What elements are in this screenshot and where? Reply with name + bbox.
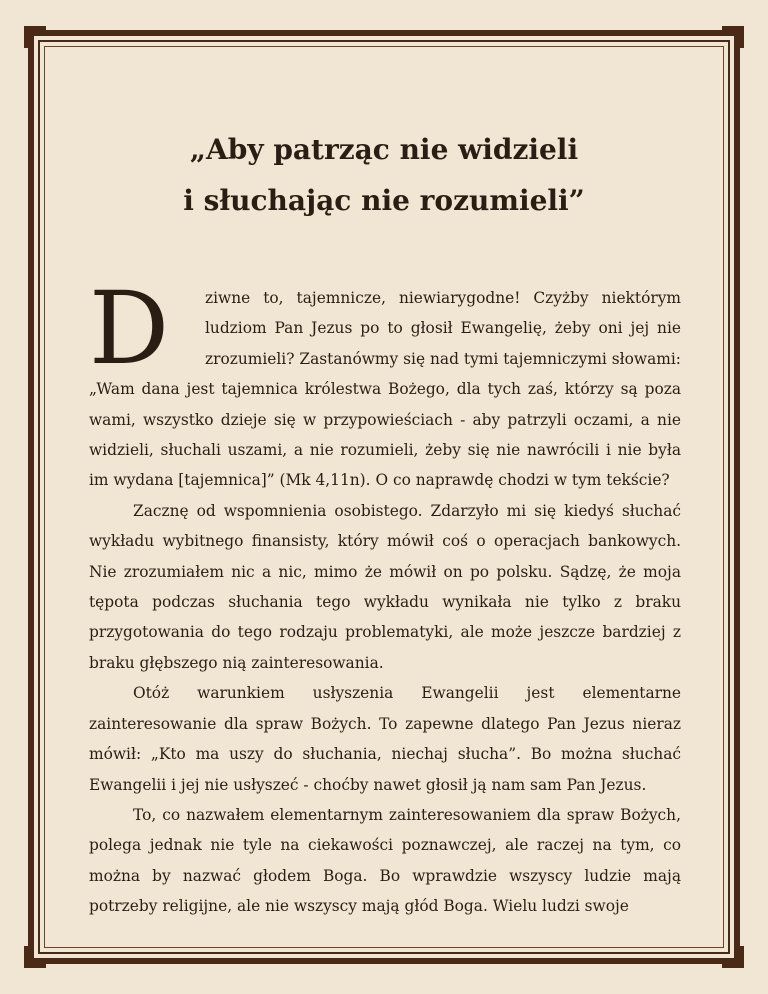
paragraph-1 bbox=[89, 270, 681, 496]
border-corner-bottom-left bbox=[24, 946, 46, 968]
border-corner-top-left bbox=[24, 26, 46, 48]
paragraph-1-text: ziwne to, tajemnicze, niewiarygodne! Czyżby niektórym ludziom Pan Jezus po to głosił Ewangelię, żeby oni jej nie zrozumieli? Zastanówmy się nad tymi tajemniczymi słowami: „Wam dana jest tajemnica królestwa Bożego, dla tych zaś, którzy są poza wami, wszystko dzieje się w przypowieściach - aby patrzyli oczami, a nie widzieli, słuchali uszami, a nie rozumieli, żeby się nie nawrócili i nie była im wydana [tajemnica]” (Mk 4,11n). O co naprawdę chodzi w tym tekście? bbox=[89, 289, 681, 490]
drop-cap: D bbox=[89, 270, 170, 387]
page-title bbox=[60, 124, 708, 226]
paragraph-2: Zacznę od wspomnienia osobistego. Zdarzyło mi się kiedyś słuchać wykładu wybitnego finansisty, który mówił coś o operacjach bankowych. Nie zrozumiałem nic a nic, mimo że mówił on po polsku. Sądzę, że moja tępota podczas słuchania tego wykładu wynikała nie tylko z braku przygotowania do tego rodzaju problematyki, ale może jeszcze bardziej z braku głębszego nią zainteresowania. bbox=[89, 501, 681, 672]
paragraph-3: Otóż warunkiem usłyszenia Ewangelii jest elementarne zainteresowanie dla spraw Bożych. To zapewne dlatego Pan Jezus nieraz mówił: „Kto ma uszy do słuchania, niechaj słucha”. Bo można słuchać Ewangelii i jej nie usłyszeć - choćby nawet głosił ją nam sam Pan Jezus. bbox=[89, 684, 681, 794]
title-line-1: „Aby patrząc nie widzieli bbox=[189, 133, 579, 166]
paragraph-4: To, co nazwałem elementarnym zainteresowaniem dla spraw Bożych, polega jednak nie tyle na ciekawości poznawczej, ale raczej na tym, co można by nazwać głodem Boga. Bo wprawdzie wszyscy ludzie mają potrzeby religijne, ale nie wszyscy mają głód Boga. Wielu ludzi swoje bbox=[89, 805, 681, 916]
border-corner-top-right bbox=[722, 26, 744, 48]
title-line-2: i słuchając nie rozumieli” bbox=[183, 184, 585, 217]
border-corner-bottom-right bbox=[722, 946, 744, 968]
article-body bbox=[89, 270, 681, 922]
